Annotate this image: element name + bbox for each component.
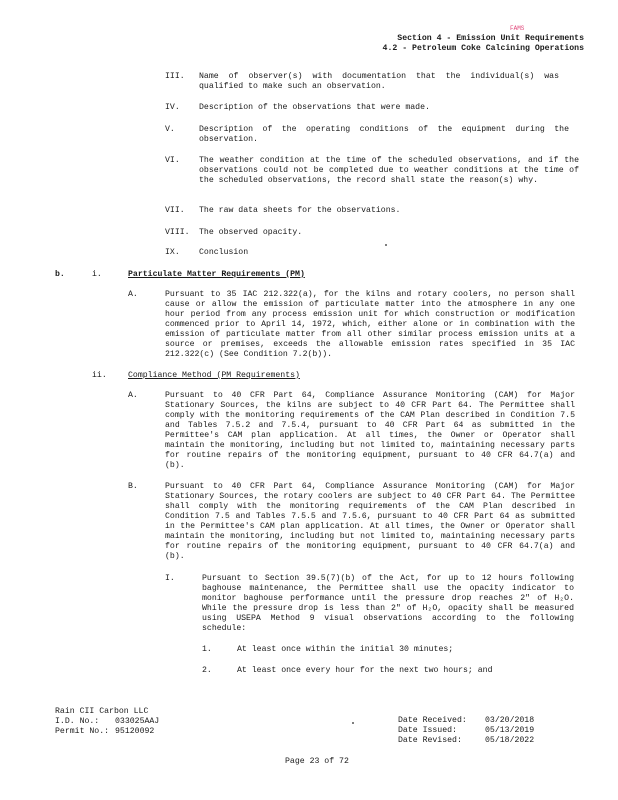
- footer-revised-value: 05/18/2022: [485, 736, 535, 745]
- subsection-ii-title: Compliance Method (PM Requirements): [128, 371, 300, 380]
- para-i-text: Pursuant to Section 39.5(7)(b) of the Act, for up to 12 hours following baghouse maintenance, the Permittee shall use the opacity indicator to monitor baghouse performance until the pressure drop reaches 2" of H₂O. While the pressure drop is less than 2" of H₂O, opacity shall be measured using USEPA Method 9 visual observations according to the following schedule:: [202, 574, 574, 633]
- footer-received-value: 03/20/2018: [485, 716, 535, 725]
- footer-received-label: Date Received:: [398, 716, 467, 725]
- item-text-ix: Conclusion: [199, 248, 249, 257]
- footer-issued-label: Date Issued:: [398, 726, 457, 735]
- item-text-viii: The observed opacity.: [199, 228, 303, 237]
- scan-speck: [385, 244, 387, 246]
- para-i-num: I.: [165, 574, 175, 583]
- para-ii-b-text: Pursuant to 40 CFR Part 64, Compliance Assurance Monitoring (CAM) for Major Stationary Sources, the rotary coolers are subject to 40 CFR Part 64. The Permittee shall comply with the monitoring requirements of the CAM Plan described in Condition 7.5 and Tables 7.5.5 and 7.5.6, pursuant to 40 CFR Part 64 as submitted in the Permittee's CAM plan application. At all times, the Owner or Operator shall maintain the monitoring, including but not limited to, maintaining necessary parts for routine repairs of the monitoring equipment, pursuant to 40 CFR 64.7(a) and (b).: [165, 482, 575, 561]
- footer-issued-value: 05/13/2019: [485, 726, 535, 735]
- item-num-ix: IX.: [165, 248, 180, 257]
- footer-revised-label: Date Revised:: [398, 736, 462, 745]
- footer-id-value: 033025AAJ: [115, 717, 160, 726]
- item-text-v: Description of the operating conditions of the equipment during the observation.: [199, 125, 569, 144]
- item-num-vi: VI.: [165, 156, 180, 165]
- subsection-i-title: Particulate Matter Requirements (PM): [128, 270, 305, 279]
- item-num-iv: IV.: [165, 103, 180, 112]
- schedule-item-1-text: At least once within the initial 30 minutes;: [237, 645, 454, 654]
- item-num-vii: VII.: [165, 206, 185, 215]
- footer-permit-label: Permit No.:: [55, 727, 110, 736]
- para-a-num: A.: [128, 290, 138, 299]
- item-num-iii: III.: [165, 72, 185, 81]
- schedule-item-2-text: At least once every hour for the next two hours; and: [237, 666, 493, 675]
- schedule-item-2-num: 2.: [202, 666, 212, 675]
- para-ii-a-text: Pursuant to 40 CFR Part 64, Compliance Assurance Monitoring (CAM) for Major Stationary Sources, the kilns are subject to 40 CFR Part 64. The Permittee shall comply with the monitoring requirements of the CAM Plan described in Condition 7.5 and Tables 7.5.2 and 7.5.4, pursuant to 40 CFR Part 64 as submitted in the Permittee's CAM plan application. At all times, the Owner or Operator shall maintain the monitoring, including but not limited to, maintaining necessary parts for routine repairs of the monitoring equipment, pursuant to 40 CFR 64.7(a) and (b).: [165, 391, 575, 470]
- footer-id-label: I.D. No.:: [55, 717, 100, 726]
- footer-permit-value: 95120092: [115, 727, 155, 736]
- footer-company: Rain CII Carbon LLC: [55, 707, 149, 716]
- received-stamp: FAMS: [510, 25, 525, 32]
- para-ii-b-num: B.: [128, 482, 138, 491]
- section-header-line2: 4.2 - Petroleum Coke Calcining Operations: [382, 44, 584, 53]
- section-header-line1: Section 4 - Emission Unit Requirements: [397, 34, 584, 43]
- item-text-iii: Name of observer(s) with documentation that the individual(s) was qualified to make such an observation.: [199, 72, 559, 91]
- para-ii-a-num: A.: [128, 391, 138, 400]
- item-num-v: V.: [165, 125, 175, 134]
- page-number: Page 23 of 72: [285, 757, 349, 766]
- item-text-iv: Description of the observations that were made.: [199, 103, 430, 112]
- item-text-vii: The raw data sheets for the observations.: [199, 206, 401, 215]
- item-text-vi: The weather condition at the time of the scheduled observations, and if the observations could not be completed due to weather conditions at the time of the scheduled observations, the record shall state the reason(s) why.: [199, 156, 579, 185]
- para-a-text: Pursuant to 35 IAC 212.322(a), for the kilns and rotary coolers, no person shall cause or allow the emission of particulate matter into the atmosphere in any one hour period from any process emission unit for which construction or modification commenced prior to April 14, 1972, which, either alone or in combination with the emission of particulate matter from all other similar process emission units at a source or premises, exceeds the allowable emission rates specified in 35 IAC 212.322(c) (See Condition 7.2(b)).: [165, 290, 575, 359]
- item-num-viii: VIII.: [165, 228, 190, 237]
- section-b-letter: b.: [55, 270, 65, 279]
- subsection-ii-num: ii.: [92, 371, 107, 380]
- scan-speck-footer: [352, 722, 354, 724]
- schedule-item-1-num: 1.: [202, 645, 212, 654]
- subsection-i-num: i.: [92, 270, 102, 279]
